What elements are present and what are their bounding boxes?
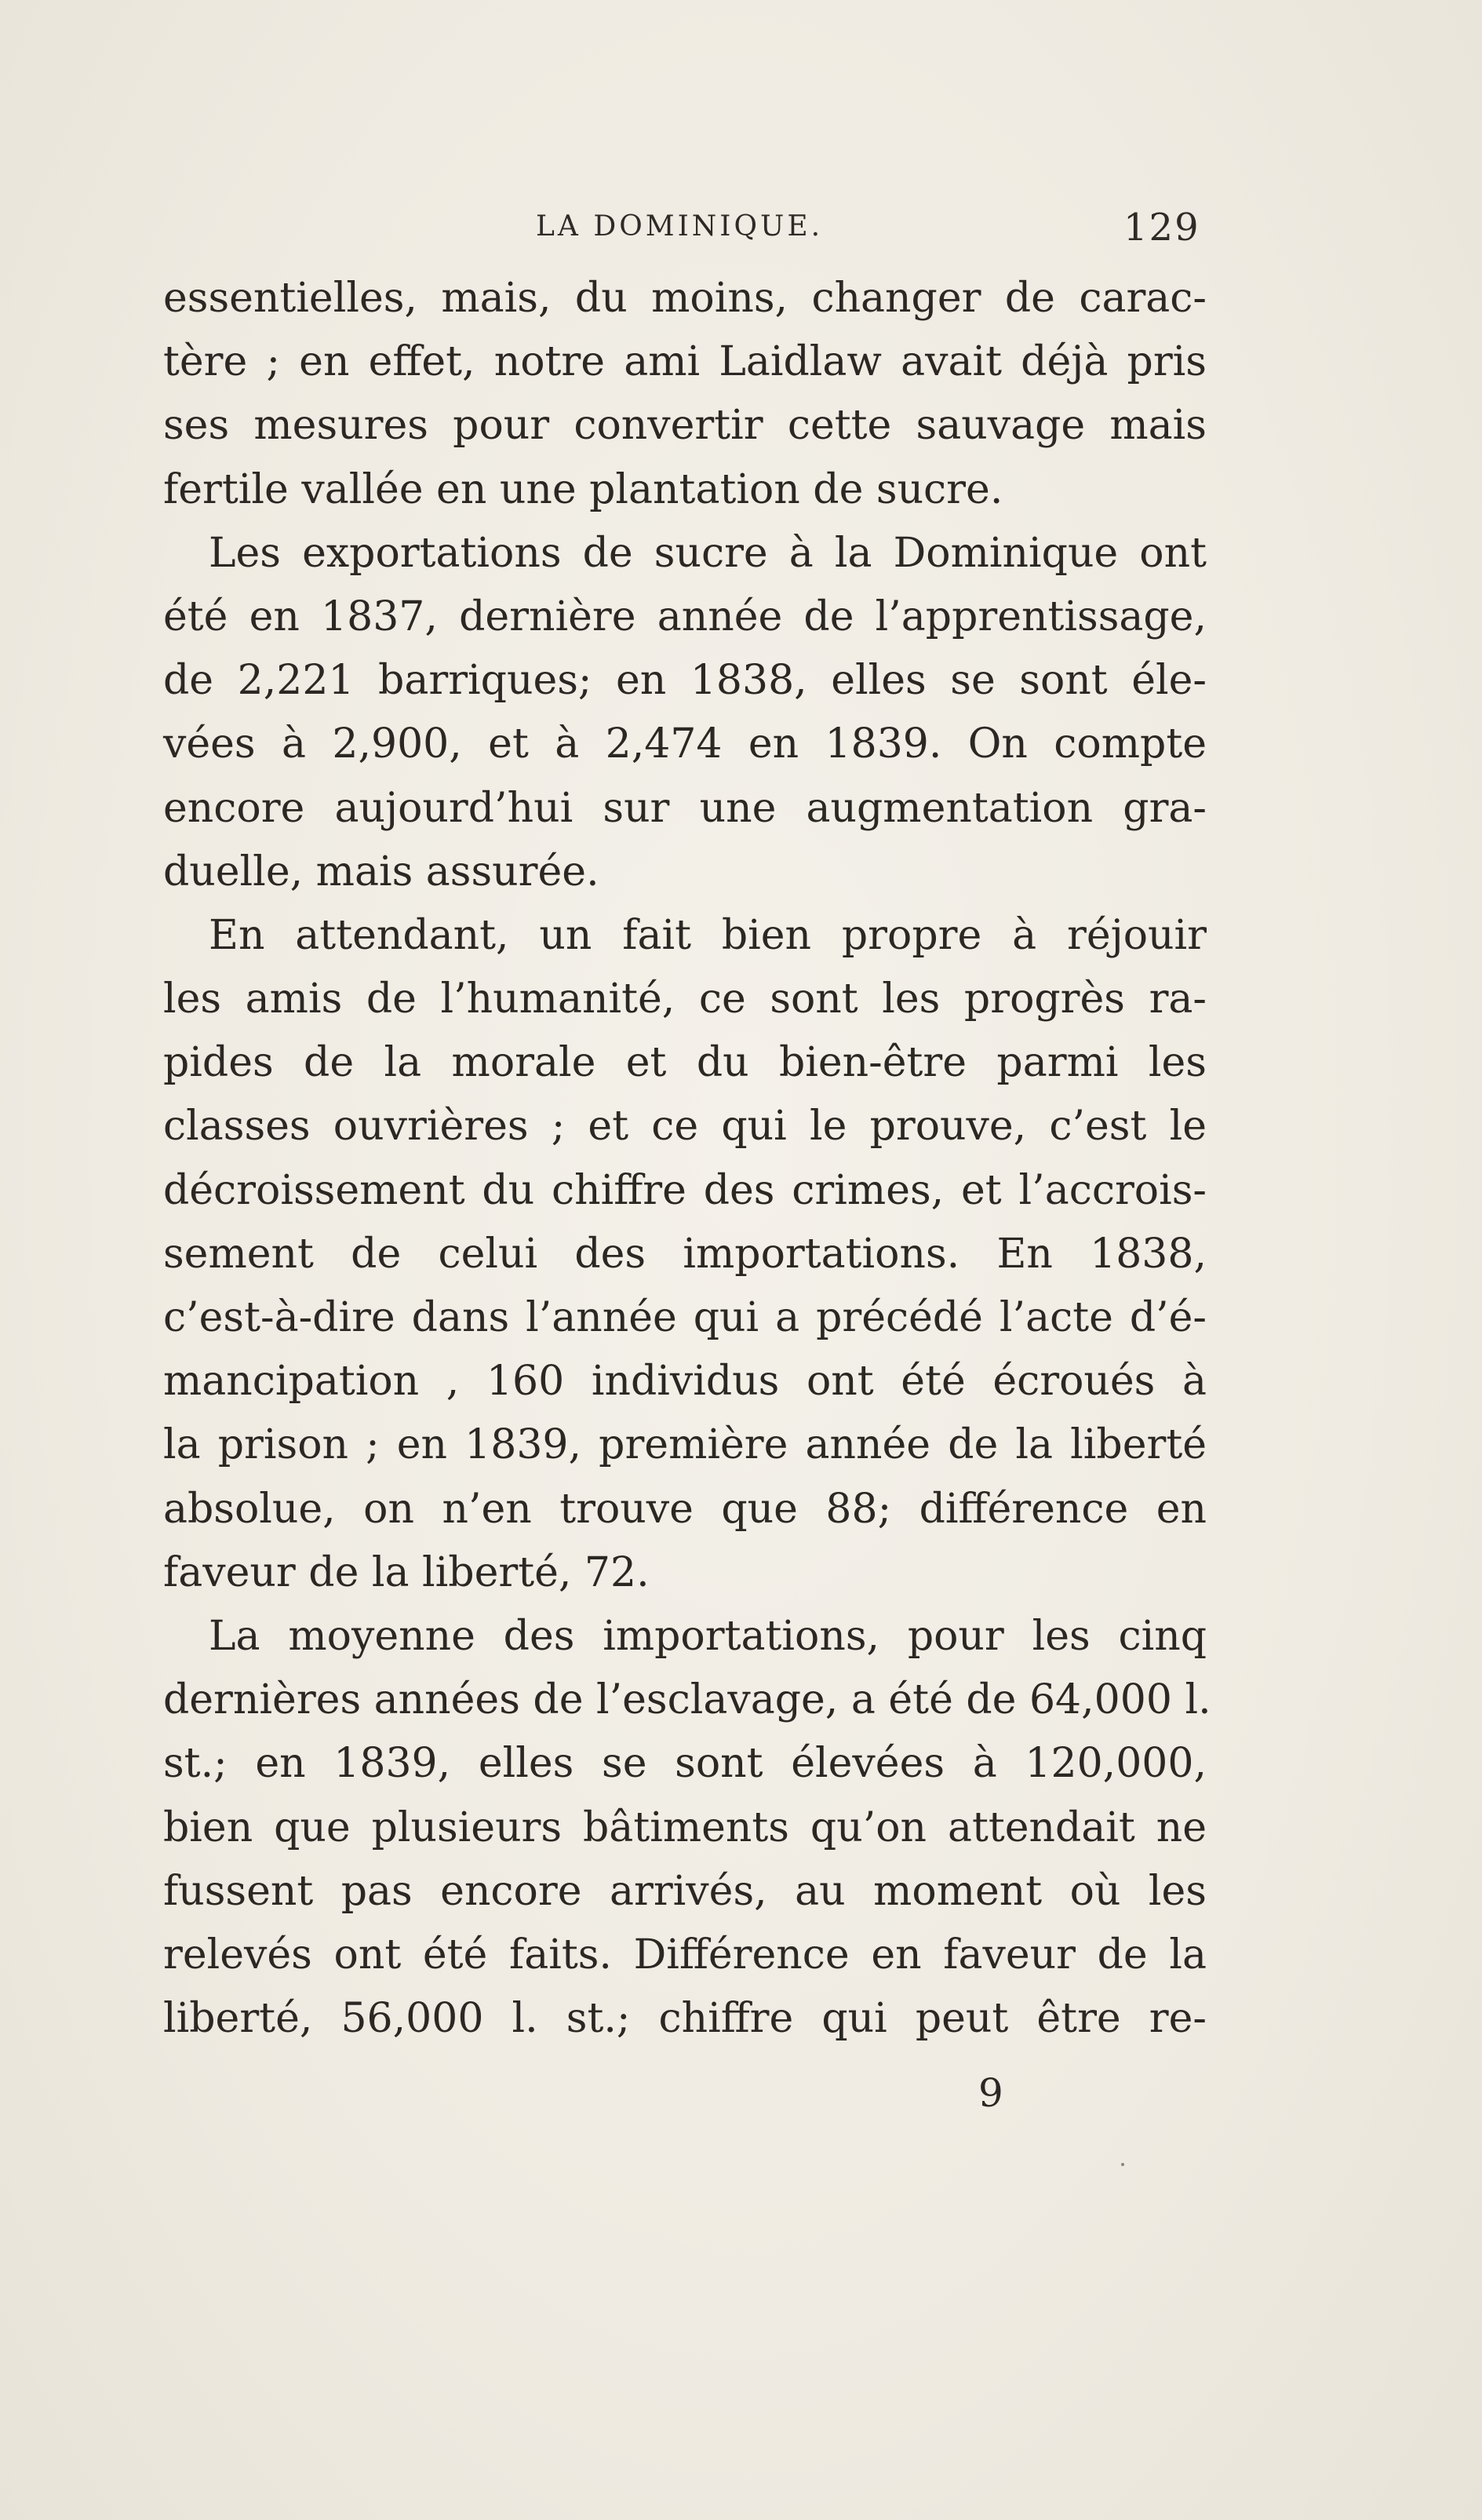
paper-speck <box>1121 2163 1124 2166</box>
text-line-3: ses mesures pour convertir cette sauvage mais <box>163 402 1207 450</box>
text-line-6: été en 1837, dernière année de l’apprentissage, <box>163 593 1207 640</box>
text-line-25: bien que plusieurs bâtiments qu’on attendait ne <box>163 1803 1207 1851</box>
text-line-7: de 2,221 barriques; en 1838, elles se sont éle- <box>163 657 1207 705</box>
text-line-9: encore aujourd’hui sur une augmentation gra- <box>163 784 1207 832</box>
text-line-24: st.; en 1839, elles se sont élevées à 120,000, <box>163 1740 1207 1788</box>
text-line-28: liberté, 56,000 l. st.; chiffre qui peut être re- <box>163 1995 1207 2043</box>
text-line-8: vées à 2,900, et à 2,474 en 1839. On compte <box>163 720 1207 768</box>
text-line-12: les amis de l’humanité, ce sont les progrès ra- <box>163 976 1207 1023</box>
text-line-10: duelle, mais assurée. <box>163 848 599 895</box>
text-line-13: pides de la morale et du bien-être parmi les <box>163 1039 1207 1087</box>
text-line-23: dernières années de l’esclavage, a été de 64,000 l. <box>163 1676 1211 1724</box>
text-line-17: c’est-à-dire dans l’année qui a précédé l’acte d’é- <box>163 1294 1207 1341</box>
text-line-2: tère ; en effet, notre ami Laidlaw avait déjà pris <box>163 338 1207 386</box>
text-line-14: classes ouvrières ; et ce qui le prouve, c’est le <box>163 1103 1207 1151</box>
text-line-15: décroissement du chiffre des crimes, et l’accrois- <box>163 1166 1207 1214</box>
text-line-11: En attendant, un fait bien propre à réjouir <box>209 911 1207 959</box>
signature-mark: 9 <box>978 2070 1003 2116</box>
text-line-19: la prison ; en 1839, première année de la liberté <box>163 1421 1207 1469</box>
text-line-26: fussent pas encore arrivés, au moment où les <box>163 1867 1207 1915</box>
text-line-16: sement de celui des importations. En 1838, <box>163 1230 1207 1278</box>
page-number: 129 <box>1123 206 1200 250</box>
text-line-4: fertile vallée en une plantation de sucre. <box>163 465 1003 513</box>
running-title: LA DOMINIQUE. <box>536 210 824 243</box>
running-head <box>0 206 1482 265</box>
text-line-21: faveur de la liberté, 72. <box>163 1548 650 1596</box>
text-line-18: mancipation , 160 individus ont été écroués à <box>163 1358 1207 1406</box>
text-line-22: La moyenne des importations, pour les cinq <box>209 1612 1207 1660</box>
text-line-20: absolue, on n’en trouve que 88; différence en <box>163 1485 1207 1533</box>
text-line-5: Les exportations de sucre à la Dominique ont <box>209 529 1207 577</box>
text-line-1: essentielles, mais, du moins, changer de carac- <box>163 275 1207 322</box>
body-text <box>163 267 1211 2051</box>
text-line-27: relevés ont été faits. Différence en faveur de la <box>163 1931 1207 1978</box>
